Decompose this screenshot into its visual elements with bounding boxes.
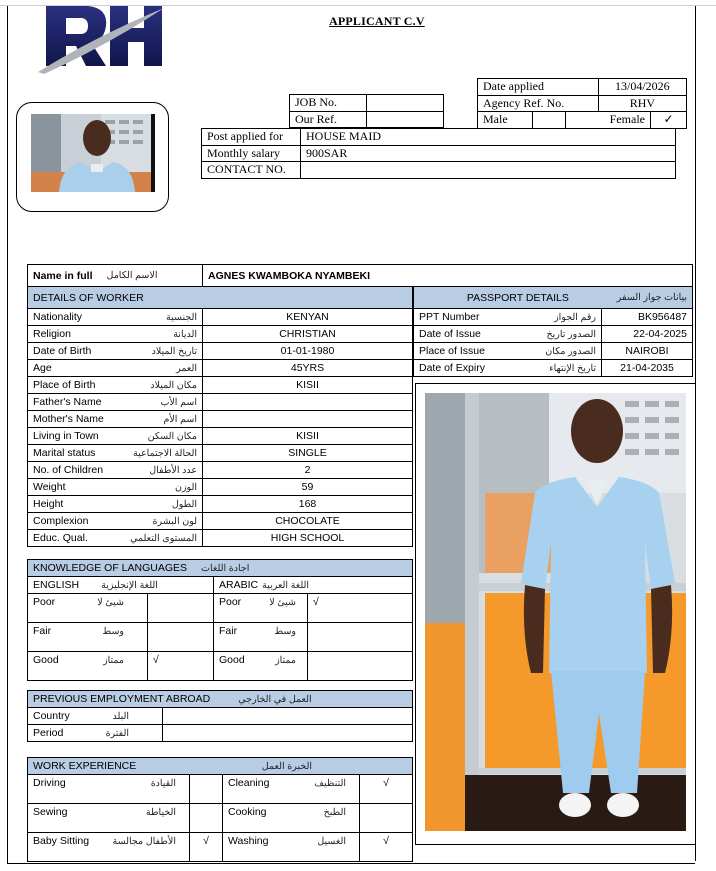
detail-label-ar: تاريخ الميلاد [151, 345, 197, 357]
passport-label-ar: تاريخ الإنتهاء [549, 362, 596, 374]
skill-label: Baby Sitting [33, 835, 90, 847]
work-skill-row [28, 775, 413, 804]
place-of-birth-value[interactable]: KISII [203, 377, 413, 394]
level-label-ar: شيئ لا [97, 596, 124, 608]
level-label-ar: ممتاز [275, 654, 296, 666]
details-row [28, 377, 413, 394]
detail-label-ar: الحالة الاجتماعية [133, 447, 197, 459]
female-checkbox[interactable]: ✓ [651, 112, 687, 129]
detail-label-ar: مكان السكن [147, 430, 197, 442]
english-label: ENGLISH [33, 579, 80, 591]
skill-label-ar: الأطفال مجالسة [112, 835, 176, 847]
work-experience-table [27, 757, 413, 862]
work-experience-header-ar: الخبرة العمل [261, 760, 312, 772]
detail-label-ar: الديانة [173, 328, 197, 340]
english-poor-checkbox[interactable] [148, 594, 214, 623]
details-row [28, 479, 413, 496]
english-good-checkbox[interactable]: √ [148, 652, 214, 681]
passport-label: Place of Issue [419, 345, 485, 357]
language-level-row [28, 623, 413, 652]
date-of-issue-value[interactable]: 22-04-2025 [602, 326, 693, 343]
cleaning-checkbox[interactable]: √ [360, 775, 413, 804]
skill-label: Sewing [33, 806, 68, 818]
passport-row [414, 343, 693, 360]
date-of-expiry-value[interactable]: 21-04-2035 [602, 360, 693, 377]
english-fair-checkbox[interactable] [148, 623, 214, 652]
level-label-ar: وسط [274, 625, 296, 637]
detail-label-ar: الوزن [174, 481, 197, 493]
skill-label-ar: القيادة [150, 777, 176, 789]
skill-label: Driving [33, 777, 66, 789]
language-level-row [28, 594, 413, 623]
details-row [28, 462, 413, 479]
details-row [28, 411, 413, 428]
rh-logo-icon [36, 6, 166, 74]
country-label: Country [33, 710, 70, 722]
details-row [28, 360, 413, 377]
passport-details-table [413, 286, 693, 377]
detail-label-ar: المستوى التعلمي [130, 532, 197, 544]
contact-no-label: CONTACT NO. [202, 162, 301, 179]
skill-label: Cleaning [228, 777, 270, 789]
details-row [28, 428, 413, 445]
nationality-value[interactable]: KENYAN [203, 309, 413, 326]
arabic-label-ar: اللغة العربية [262, 579, 310, 591]
ppt-number-value[interactable]: BK956487 [602, 309, 693, 326]
monthly-salary-value[interactable]: 900SAR [301, 145, 676, 162]
detail-label: Age [33, 362, 52, 374]
full-name-table [27, 264, 693, 287]
passport-label: Date of Expiry [419, 362, 485, 374]
male-checkbox[interactable] [533, 112, 566, 129]
passport-label: Date of Issue [419, 328, 481, 340]
passport-row [414, 309, 693, 326]
detail-label: Living in Town [33, 430, 99, 442]
place-of-issue-value[interactable]: NAIROBI [602, 343, 693, 360]
english-label-ar: اللغة الإنجليزية [101, 579, 158, 591]
age-value[interactable]: 45YRS [203, 360, 413, 377]
arabic-fair-checkbox[interactable] [308, 623, 413, 652]
passport-label-ar: الصدور تاريخ [546, 328, 596, 340]
arabic-good-checkbox[interactable] [308, 652, 413, 681]
work-skill-row [28, 804, 413, 833]
detail-label: Nationality [33, 311, 83, 323]
detail-label: Religion [33, 328, 71, 340]
level-label: Poor [219, 596, 242, 608]
height-value[interactable]: 168 [203, 496, 413, 513]
sewing-checkbox[interactable] [190, 804, 223, 833]
education-value[interactable]: HIGH SCHOOL [203, 530, 413, 547]
name-label: Name in full [33, 269, 93, 282]
detail-label: Marital status [33, 447, 96, 459]
detail-label-ar: مكان الميلاد [150, 379, 197, 391]
detail-label-ar: اسم الأم [163, 413, 197, 425]
skill-label: Cooking [228, 806, 267, 818]
page-title: APPLICANT C.V [329, 14, 425, 28]
washing-checkbox[interactable]: √ [360, 833, 413, 862]
company-logo [36, 6, 166, 74]
agency-ref-value[interactable]: RHV [598, 95, 686, 112]
detail-label: Height [33, 498, 64, 510]
worker-details-header: DETAILS OF WORKER [28, 287, 413, 309]
details-row [28, 445, 413, 462]
detail-label: Weight [33, 481, 66, 493]
detail-label: Father's Name [33, 396, 102, 408]
period-label-ar: الفترة [105, 727, 129, 739]
detail-label-ar: الجنسية [166, 311, 197, 323]
job-reference-table [289, 94, 444, 128]
applicant-photo-full [425, 393, 686, 831]
detail-label-ar: الطول [171, 498, 197, 510]
applicant-photo-small [31, 114, 155, 192]
level-label-ar: شيئ لا [269, 596, 296, 608]
complexion-value[interactable]: CHOCOLATE [203, 513, 413, 530]
post-applied-label: Post applied for [202, 129, 301, 146]
work-experience-header: WORK EXPERIENCE [33, 760, 137, 772]
worker-details-table [27, 286, 413, 547]
work-skill-row [28, 833, 413, 862]
date-applied-value[interactable]: 13/04/2026 [598, 79, 686, 96]
document-left-border [7, 6, 8, 864]
passport-label-ar: رقم الجواز [554, 311, 596, 323]
date-of-birth-value[interactable]: 01-01-1980 [203, 343, 413, 360]
date-agency-table [477, 78, 687, 129]
previous-employment-header: PREVIOUS EMPLOYMENT ABROAD [33, 693, 211, 705]
date-applied-label: Date applied [478, 79, 599, 96]
detail-label: Date of Birth [33, 345, 92, 357]
contact-no-value[interactable] [301, 162, 676, 179]
passport-header-ar: بيانات جواز السفر [616, 292, 687, 303]
country-label-ar: البلد [112, 710, 129, 722]
passport-label: PPT Number [419, 311, 480, 323]
our-ref-label: Our Ref. [290, 111, 367, 128]
details-row [28, 309, 413, 326]
baby-sitting-checkbox[interactable]: √ [190, 833, 223, 862]
job-no-label: JOB No. [290, 95, 367, 112]
arabic-label: ARABIC [219, 579, 259, 591]
document-bottom-border [7, 863, 695, 864]
full-name-value[interactable]: AGNES KWAMBOKA NYAMBEKI [203, 265, 693, 287]
no-of-children-value[interactable]: 2 [203, 462, 413, 479]
skill-label: Washing [228, 835, 269, 847]
country-value[interactable] [163, 708, 413, 725]
details-row [28, 326, 413, 343]
languages-table [27, 559, 413, 681]
arabic-poor-checkbox[interactable]: √ [308, 594, 413, 623]
marital-status-value[interactable]: SINGLE [203, 445, 413, 462]
previous-employment-table [27, 690, 413, 742]
detail-label-ar: عدد الأطفال [149, 464, 197, 476]
skill-label-ar: الغسيل [317, 835, 346, 847]
level-label: Poor [33, 596, 56, 608]
our-ref-field[interactable] [367, 111, 444, 128]
fathers-name-value[interactable] [203, 394, 413, 411]
passport-label-ar: الصدور مكان [545, 345, 596, 357]
level-label-ar: ممتاز [103, 654, 124, 666]
languages-header-ar: اجادة اللغات [201, 562, 250, 574]
living-in-town-value[interactable]: KISII [203, 428, 413, 445]
language-level-row [28, 652, 413, 681]
passport-header: PASSPORT DETAILS [466, 291, 569, 304]
applicant-full-body-icon [425, 393, 686, 831]
skill-label-ar: التنظيف [314, 777, 346, 789]
job-no-field[interactable] [367, 95, 444, 112]
passport-row [414, 326, 693, 343]
details-row [28, 394, 413, 411]
detail-label: Complexion [33, 515, 89, 527]
detail-label-ar: العمر [176, 362, 197, 374]
detail-label-ar: لون البشرة [152, 515, 197, 527]
level-label-ar: وسط [102, 625, 124, 637]
level-label: Fair [33, 625, 52, 637]
skill-label-ar: الخياطة [145, 806, 176, 818]
level-label: Good [33, 654, 59, 666]
post-salary-table [201, 128, 676, 179]
level-label: Good [219, 654, 245, 666]
detail-label: Educ. Qual. [33, 532, 88, 544]
details-row [28, 343, 413, 360]
cooking-checkbox[interactable] [360, 804, 413, 833]
detail-label-ar: اسم الأب [160, 396, 197, 408]
skill-label-ar: الطبخ [323, 806, 346, 818]
weight-value[interactable]: 59 [203, 479, 413, 496]
name-label-ar: الاسم الكامل [106, 270, 158, 281]
details-row [28, 513, 413, 530]
period-value[interactable] [163, 725, 413, 742]
agency-ref-label: Agency Ref. No. [478, 95, 599, 112]
monthly-salary-label: Monthly salary [202, 145, 301, 162]
driving-checkbox[interactable] [190, 775, 223, 804]
post-applied-value[interactable]: HOUSE MAID [301, 129, 676, 146]
female-label: Female [566, 112, 651, 129]
detail-label: No. of Children [33, 464, 104, 476]
details-row [28, 496, 413, 513]
mothers-name-value[interactable] [203, 411, 413, 428]
detail-label: Mother's Name [33, 413, 104, 425]
period-label: Period [33, 727, 64, 739]
previous-employment-header-ar: العمل في الخارجي [238, 693, 312, 705]
level-label: Fair [219, 625, 238, 637]
religion-value[interactable]: CHRISTIAN [203, 326, 413, 343]
details-row [28, 530, 413, 547]
languages-header: KNOWLEDGE OF LANGUAGES [33, 562, 188, 574]
male-label: Male [478, 112, 533, 129]
applicant-portrait-icon [31, 114, 155, 192]
detail-label: Place of Birth [33, 379, 96, 391]
passport-row [414, 360, 693, 377]
